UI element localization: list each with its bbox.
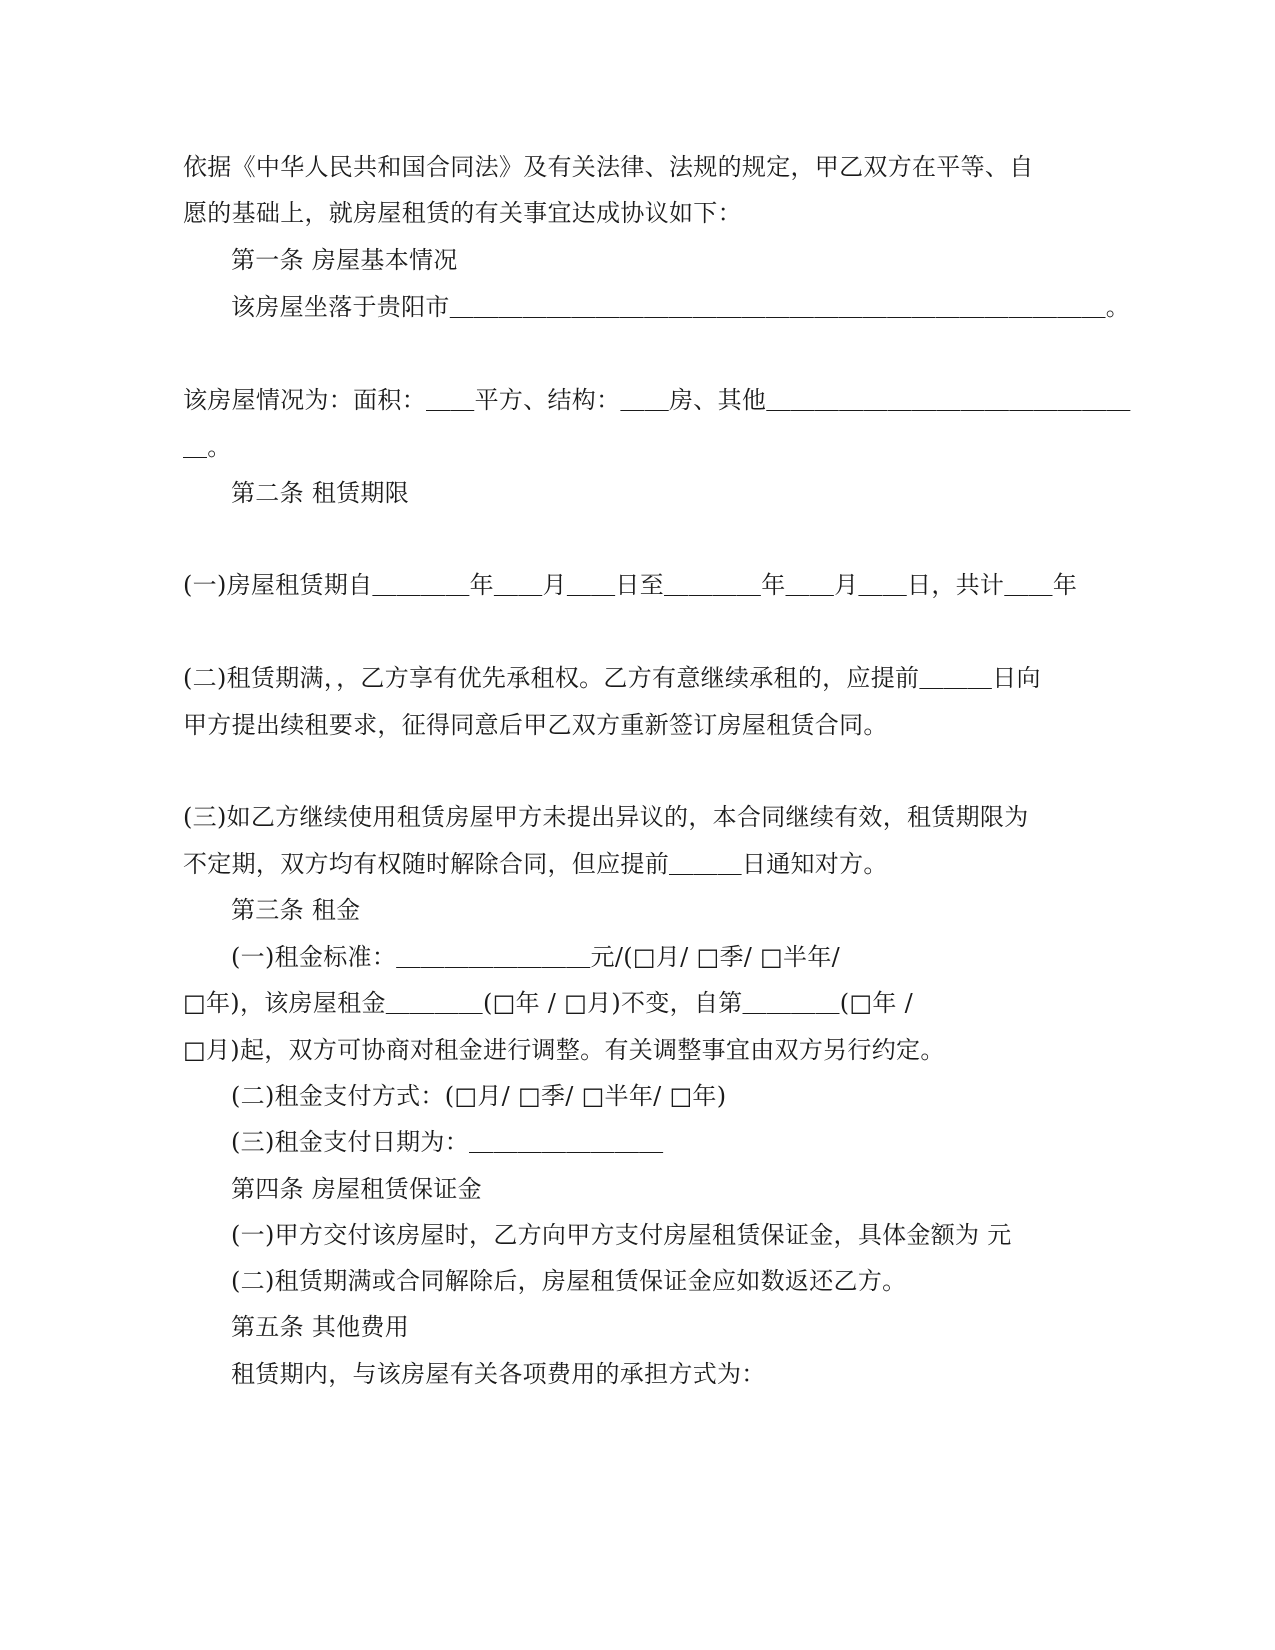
paragraph-line: (二)租赁期满或合同解除后，房屋租赁保证金应如数返还乙方。 (231, 1267, 907, 1295)
paragraph-line: (二)租赁期满，，乙方享有优先承租权。乙方有意继续承租的，应提前＿＿＿日向 (183, 664, 1041, 692)
paragraph-line: (一)甲方交付该房屋时，乙方向甲方支付房屋租赁保证金，具体金额为 元 (231, 1221, 1012, 1249)
paragraph-line: □月)起，双方可协商对租金进行调整。有关调整事宜由双方另行约定。 (183, 1036, 945, 1064)
paragraph-line: (三)租金支付日期为：＿＿＿＿＿＿＿＿ (231, 1128, 664, 1156)
paragraph-line: 依据《中华人民共和国合同法》及有关法律、法规的规定，甲乙双方在平等、自 (183, 153, 1034, 181)
paragraph-line: 甲方提出续租要求，征得同意后甲乙双方重新签订房屋租赁合同。 (183, 711, 888, 739)
paragraph-line: ＿。 (183, 433, 232, 461)
paragraph-line: 愿的基础上，就房屋租赁的有关事宜达成协议如下： (183, 199, 742, 227)
paragraph-line: 该房屋坐落于贵阳市＿＿＿＿＿＿＿＿＿＿＿＿＿＿＿＿＿＿＿＿＿＿＿＿＿＿＿。 (231, 293, 1131, 321)
section-heading: 第二条 租赁期限 (231, 479, 410, 507)
paragraph-line: 不定期，双方均有权随时解除合同，但应提前＿＿＿日通知对方。 (183, 850, 888, 878)
paragraph-line: (一)房屋租赁期自＿＿＿＿年＿＿月＿＿日至＿＿＿＿年＿＿月＿＿日，共计＿＿年 (183, 571, 1078, 599)
section-heading: 第四条 房屋租赁保证金 (231, 1175, 482, 1203)
section-heading: 第三条 租金 (231, 896, 361, 924)
paragraph-line: (一)租金标准：＿＿＿＿＿＿＿＿元/(□月/ □季/ □半年/ (231, 943, 841, 971)
paragraph-line: (三)如乙方继续使用租赁房屋甲方未提出异议的，本合同继续有效，租赁期限为 (183, 803, 1029, 831)
section-heading: 第五条 其他费用 (231, 1313, 410, 1341)
section-heading: 第一条 房屋基本情况 (231, 246, 458, 274)
paragraph-line: □年)，该房屋租金＿＿＿＿(□年 / □月)不变，自第＿＿＿＿(□年 / (183, 989, 914, 1017)
paragraph-line: (二)租金支付方式：(□月/ □季/ □半年/ □年) (231, 1082, 727, 1110)
paragraph-line: 该房屋情况为：面积：＿＿平方、结构：＿＿房、其他＿＿＿＿＿＿＿＿＿＿＿＿＿＿＿ (183, 386, 1131, 414)
paragraph-line: 租赁期内，与该房屋有关各项费用的承担方式为： (231, 1360, 766, 1388)
